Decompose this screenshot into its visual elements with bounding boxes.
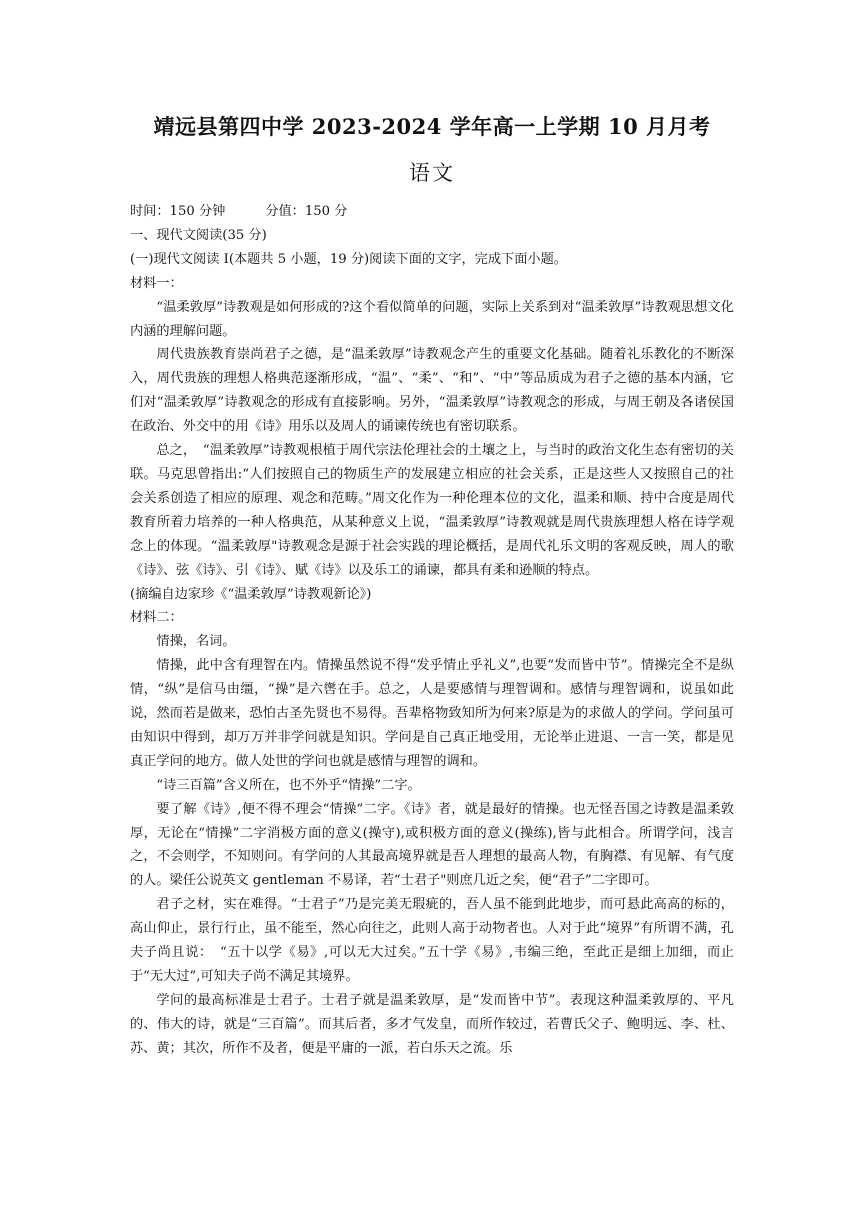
exam-title: 靖远县第四中学 2023-2024 学年高一上学期 10 月月考	[153, 114, 711, 139]
subject-title: 语文	[409, 161, 455, 185]
section-heading: 一、现代文阅读(35 分)	[130, 227, 267, 243]
material-one-label: 材料一：	[130, 275, 183, 291]
material-two-paragraph: 要了解《诗》,便不得不理会“情操”二字。《诗》者，就是最好的情操。也无怪吾国之诗教是温柔敦厚，无论在“情操”二字消极方面的意义(操守),或积极方面的意义(操练),皆与此相合。所谓学问，浅言之，不会则学，不知则问。有学问的人其最高境界就是吾人理想的最高人物，有胸襟、有见解、有气度的人。梁任公说英文 gentleman 不易译，若“士君子"则庶几近之矣，便“君子”二字即可。	[130, 801, 734, 889]
section-subheading: (一)现代文阅读 I(本题共 5 小题，19 分)阅读下面的文字，完成下面小题。	[130, 251, 567, 267]
score-info: 分值：150 分	[265, 204, 348, 219]
time-info: 时间：150 分钟	[130, 204, 226, 219]
material-two-paragraph: 情操，名词。	[156, 634, 236, 650]
material-two-paragraph: 情操，此中含有理智在内。情操虽然说不得“发乎情止乎礼义”,也要“发而皆中节”。情操完全不是纵情，“纵”是信马由缰，“操”是六辔在手。总之，人是要感情与理智调和。感情与理智调和，说虽如此说，然而若是做来，恐怕古圣先贤也不易得。吾辈格物致知所为何来?原是为的求做人的学问。学问虽可由知识中得到，却万万并非学问就是知识。学问是自己真正地受用，无论举止进退、一言一笑，都是见真正学问的地方。做人处世的学问也就是感情与理智的调和。	[130, 658, 734, 769]
material-one-paragraph: 总之， “温柔敦厚”诗教观根植于周代宗法伦理社会的土壤之上，与当时的政治文化生态有密切的关联。马克思曾指出:“人们按照自己的物质生产的发展建立相应的社会关系，正是这些人又按照自己的社会关系创造了相应的原理、观念和范畴。”周文化作为一种伦理本位的文化，温柔和顺、持中合度是周代教育所着力培养的一种人格典范，从某种意义上说，“温柔敦厚”诗教观就是周代贵族理想人格在诗学观念上的体现。“温柔敦厚"诗教观念是源于社会实践的理论概括，是周代礼乐文明的客观反映，周人的歌《诗》、弦《诗》、引《诗》、赋《诗》以及乐工的诵谏，都具有柔和逊顺的特点。	[130, 443, 734, 578]
material-two-paragraph: 君子之材，实在难得。“士君子”乃是完美无瑕疵的，吾人虽不能到此地步，而可悬此高高的标的，高山仰止，景行行止，虽不能至，然心向往之，此则人高于动物者也。人对于此“境界”有所谓不满，孔夫子尚且说： “五十以学《易》,可以无大过矣。”五十学《易》,韦编三绝，至此正是细上加细，而止于“无大过”,可知夫子尚不满足其境界。	[130, 897, 734, 984]
material-one-paragraph: 周代贵族教育崇尚君子之德，是“温柔敦厚”诗教观念产生的重要文化基础。随着礼乐教化的不断深入，周代贵族的理想人格典范逐渐形成，“温”、“柔”、“和”、“中”等品质成为君子之德的基本内涵，它们对“温柔敦厚”诗教观念的形成有直接影响。另外，“温柔敦厚”诗教观念的形成，与周王朝及各诸侯国在政治、外交中的用《诗》用乐以及周人的诵谏传统也有密切联系。	[130, 347, 734, 435]
material-one-source: (摘编自边家珍《“温柔敦厚”诗教观新论》)	[130, 586, 372, 602]
material-two-label: 材料二：	[130, 610, 183, 626]
exam-meta	[130, 200, 734, 224]
material-one-paragraph: “温柔敦厚”诗教观是如何形成的?这个看似简单的问题，实际上关系到对“温柔敦厚”诗教观思想文化内涵的理解问题。	[130, 299, 734, 339]
material-two-paragraph: 学问的最高标准是士君子。士君子就是温柔敦厚，是“发而皆中节”。表现这种温柔敦厚的、平凡的、伟大的诗，就是“三百篇”。而其后者，多才气发皇，而所作较过，若曹氏父子、鲍明远、李、杜、苏、黄；其次，所作不及者，便是平庸的一派，若白乐天之流。乐	[130, 992, 734, 1056]
material-two-paragraph: “诗三百篇”含义所在，也不外乎“情操”二字。	[156, 777, 421, 793]
